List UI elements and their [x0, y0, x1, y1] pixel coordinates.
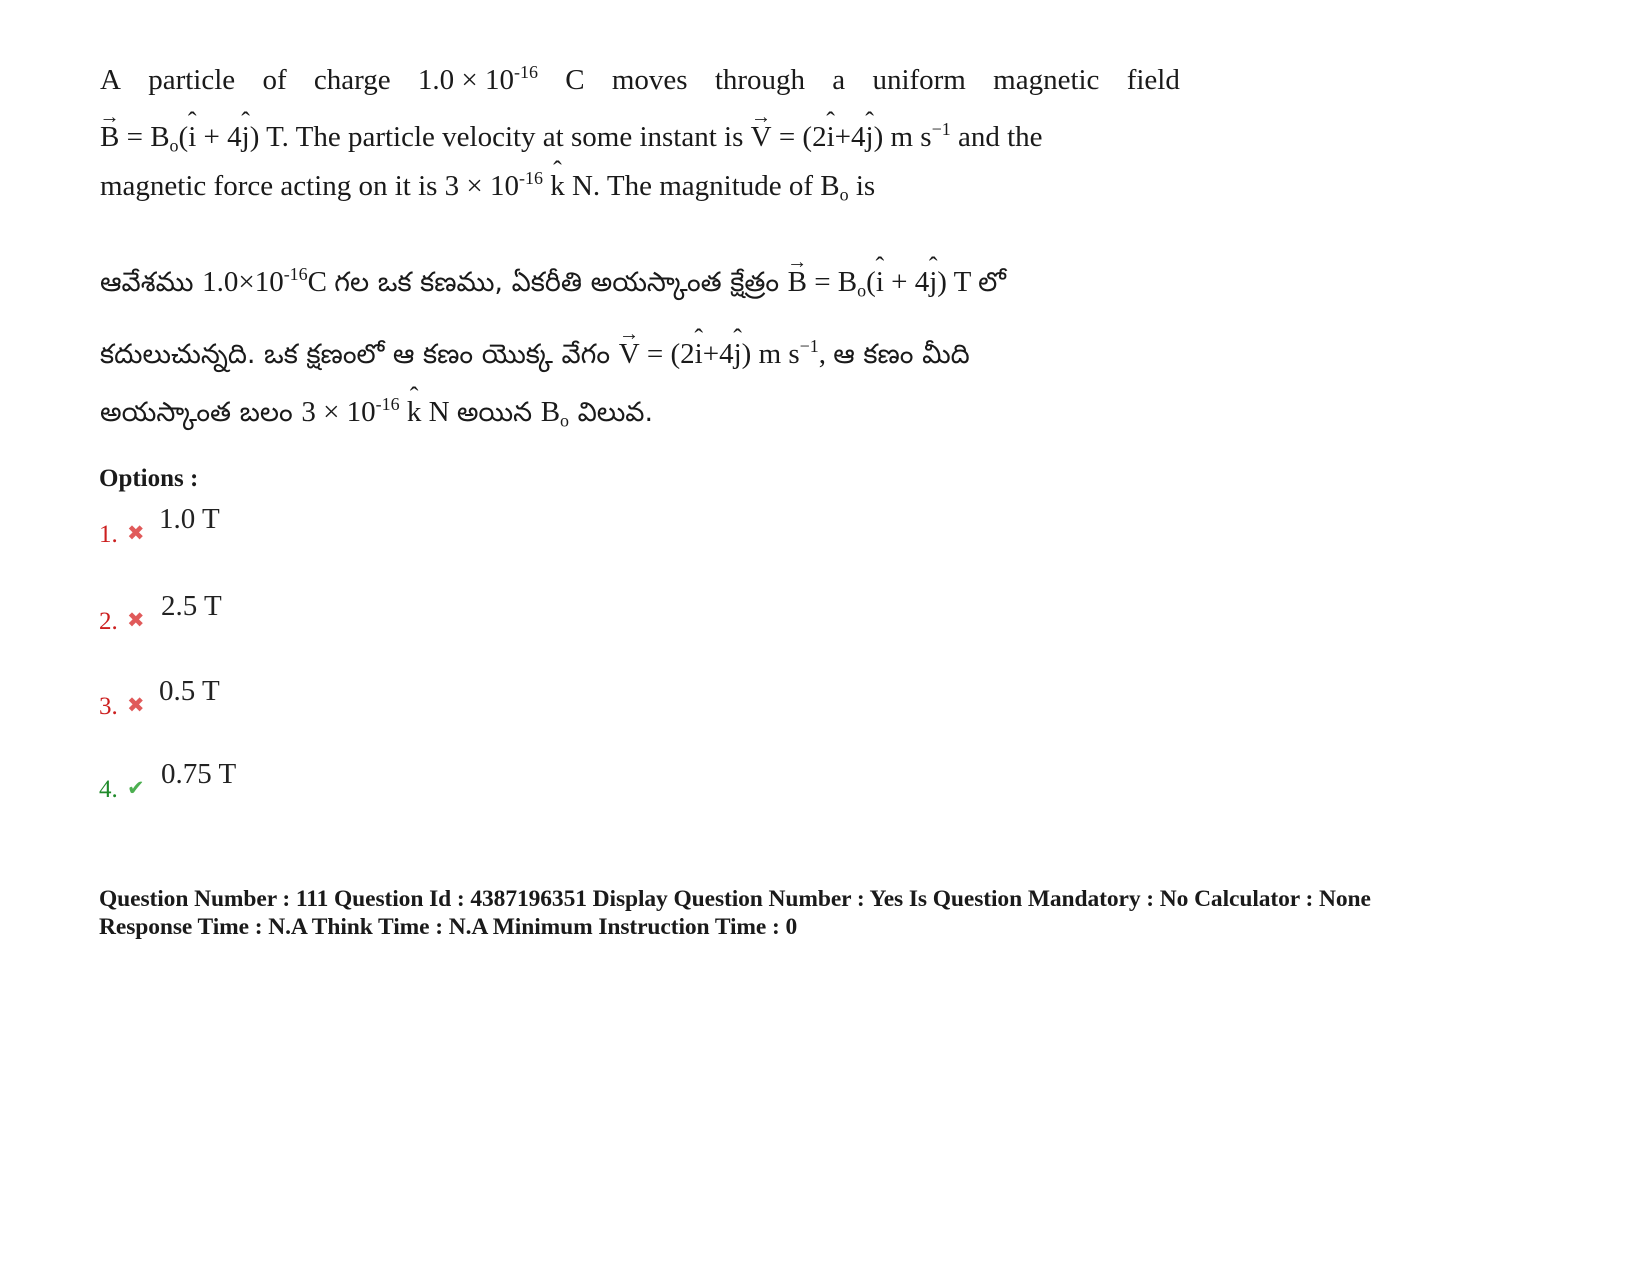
option-1[interactable]: [99, 503, 399, 548]
unit-k: ˆ k: [407, 398, 422, 427]
cross-mark-icon: ✖: [127, 608, 145, 632]
vector-b: → B: [788, 268, 807, 297]
telugu-text: లో: [978, 267, 1006, 298]
word: C: [565, 64, 585, 96]
unit-i: ˆ i: [188, 123, 196, 152]
cross-mark-icon: ✖: [127, 521, 145, 545]
option-number: 4.: [99, 776, 118, 803]
text: + 4: [196, 121, 242, 153]
word: field: [1126, 64, 1180, 96]
vector-v: → V: [751, 123, 772, 152]
text: ) T. The particle velocity at some instant is: [249, 121, 751, 153]
text: ) m s: [741, 338, 800, 370]
text: N: [421, 396, 457, 428]
telugu-text: విలువ.: [569, 397, 654, 428]
text: = (2: [639, 338, 695, 370]
text: ,: [818, 338, 834, 370]
text: = B: [806, 266, 858, 298]
text: is: [848, 170, 876, 202]
unit-j: ˆ j: [866, 123, 874, 152]
text: 1.0×10: [202, 266, 284, 298]
option-4[interactable]: [99, 758, 399, 803]
option-value: 1.0 T: [159, 503, 220, 535]
text: + 4: [883, 266, 930, 298]
word: moves: [611, 64, 688, 96]
text: and the: [950, 121, 1043, 153]
charge-value: [417, 61, 538, 96]
question-english-line-2: [100, 118, 1043, 156]
cross-mark-icon: ✖: [127, 693, 145, 717]
text: +4: [702, 338, 734, 370]
superscript: −1: [931, 118, 951, 139]
question-telugu-line-3: [100, 393, 654, 431]
word: charge: [313, 64, 391, 96]
word: particle: [148, 64, 236, 96]
option-2[interactable]: [99, 590, 399, 635]
subscript: o: [839, 184, 849, 205]
question-telugu-line-1: [100, 263, 1006, 301]
word: a: [832, 64, 846, 96]
text: (: [178, 121, 189, 153]
subscript: o: [169, 135, 179, 156]
question-english-line-1: [100, 61, 1180, 96]
text: ) m s: [873, 121, 932, 153]
text: (: [866, 266, 876, 298]
option-value: 2.5 T: [161, 590, 222, 622]
question-meta-line-1: Question Number : 111 Question Id : 4387196351 Display Question Number : Yes Is Question Mandatory : No Calculator : None: [99, 886, 1371, 912]
unit-j: ˆ j: [734, 340, 742, 369]
subscript: o: [857, 280, 867, 301]
option-3[interactable]: [99, 675, 399, 720]
superscript: -16: [283, 263, 308, 284]
word: magnetic: [993, 64, 1100, 96]
unit-j: ˆ j: [242, 123, 250, 152]
option-number: 2.: [99, 608, 118, 635]
superscript: −1: [799, 335, 819, 356]
text: N. The magnitude of B: [564, 170, 840, 202]
subscript: o: [560, 410, 570, 431]
telugu-text: అయస్కాంత బలం: [100, 397, 302, 428]
text: C: [307, 266, 335, 298]
unit-i: ˆ i: [695, 340, 703, 369]
text: = (2: [771, 121, 827, 153]
word: A: [100, 64, 121, 96]
text: magnetic force acting on it is 3 × 10: [100, 170, 520, 202]
options-label: Options :: [99, 465, 199, 492]
telugu-text: గల ఒక కణము, ఏకరీతి అయస్కాంత క్షేత్రం: [334, 267, 788, 298]
vector-b: → B: [100, 123, 119, 152]
telugu-text: ఆవేశము: [100, 267, 203, 298]
unit-k: ˆ k: [550, 172, 565, 201]
question-meta-line-2: Response Time : N.A Think Time : N.A Minimum Instruction Time : 0: [99, 914, 798, 940]
text: 3 × 10: [301, 396, 376, 428]
unit-j: ˆ j: [929, 268, 937, 297]
charge-exponent: -16: [514, 61, 538, 82]
option-value: 0.5 T: [159, 675, 220, 707]
text: ) T: [937, 266, 979, 298]
word: uniform: [872, 64, 966, 96]
word: through: [714, 64, 806, 96]
question-english-line-3: [100, 167, 876, 205]
word: of: [262, 64, 287, 96]
superscript: -16: [519, 167, 543, 188]
charge-base: 1.0 × 10: [417, 64, 514, 96]
telugu-text: కదులుచున్నది. ఒక క్షణంలో ఆ కణం యొక్క వేగం: [100, 339, 619, 370]
text: +4: [834, 121, 866, 153]
option-value: 0.75 T: [161, 758, 237, 790]
unit-i: ˆ i: [827, 123, 835, 152]
option-number: 1.: [99, 521, 118, 548]
check-mark-icon: ✔: [127, 776, 145, 800]
vector-v: → V: [619, 340, 640, 369]
unit-i: ˆ i: [876, 268, 884, 297]
question-telugu-line-2: [100, 335, 970, 370]
superscript: -16: [375, 393, 400, 414]
text: B: [540, 396, 561, 428]
text: = B: [119, 121, 170, 153]
telugu-text: అయిన: [456, 397, 541, 428]
option-number: 3.: [99, 693, 118, 720]
telugu-text: ఆ కణం మీది: [833, 339, 970, 370]
